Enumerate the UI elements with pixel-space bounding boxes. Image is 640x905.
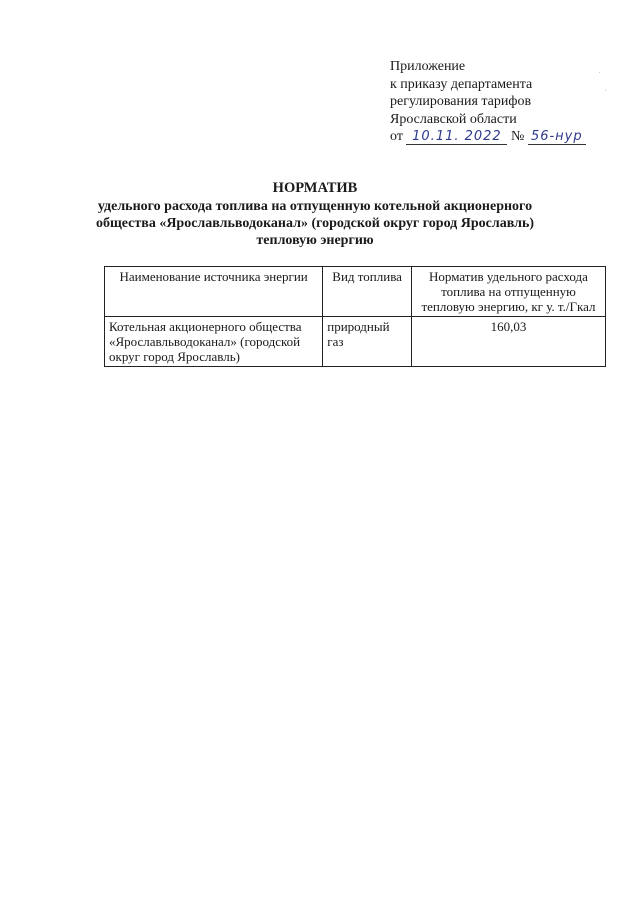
header-fuel: Вид топлива [323, 267, 412, 317]
cell-norm: 160,03 [411, 317, 605, 367]
appendix-date-line [390, 128, 586, 146]
scan-speck: · [604, 86, 608, 97]
handwritten-number: 56-нур [528, 130, 586, 145]
table-row [105, 317, 606, 367]
from-label: от [390, 129, 403, 144]
handwritten-date: 10.11. 2022 [406, 130, 507, 145]
document-title [90, 180, 540, 249]
appendix-block [390, 58, 586, 146]
header-norm: Норматив удельного расхода топлива на отпущенную тепловую энергию, кг у. т./Гкал [411, 267, 605, 317]
appendix-line: к приказу департамента [390, 76, 533, 92]
appendix-line: регулирования тарифов [390, 94, 532, 109]
appendix-line: Ярославской области [390, 111, 517, 127]
cell-source: Котельная акционерного общества «Ярославльводоканал» (городской округ город Ярославль) [105, 317, 323, 367]
title-line: удельного расхода топлива на отпущенную котельной акционерного [97, 199, 533, 214]
header-source: Наименование источника энергии [105, 267, 323, 317]
appendix-title: Приложение [390, 59, 466, 74]
number-label: № [510, 129, 525, 144]
cell-fuel: природный газ [323, 317, 412, 367]
title-line: тепловую энергию [256, 233, 374, 248]
table-header-row [105, 267, 606, 317]
norm-table [104, 266, 606, 367]
title-line: общества «Ярославльводоканал» (городской округ город Ярославль) [95, 216, 535, 231]
scan-speck: · [598, 68, 602, 79]
title-main: НОРМАТИВ [272, 180, 358, 196]
